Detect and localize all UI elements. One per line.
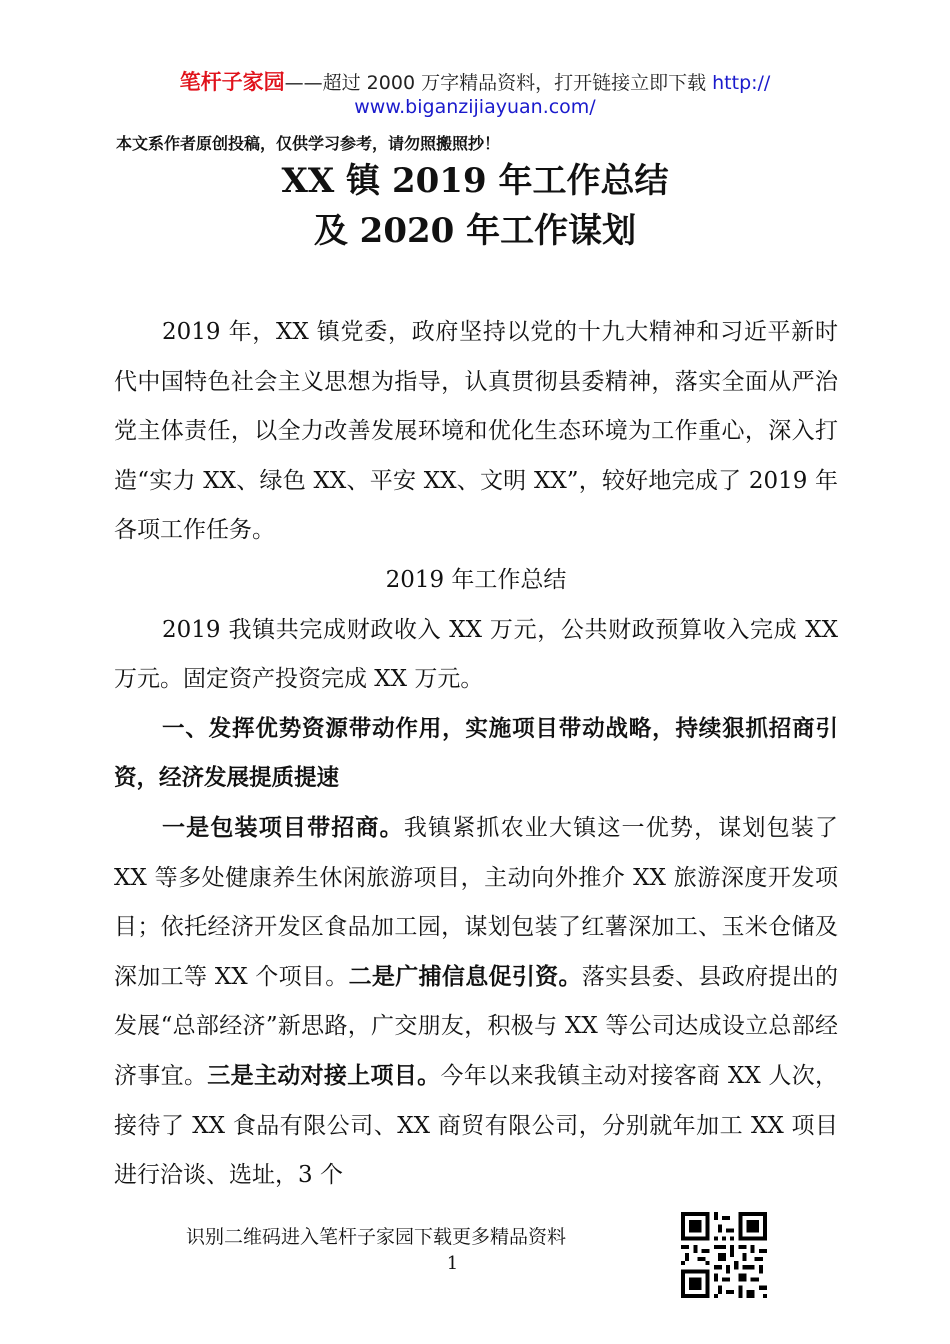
intro-paragraph: 2019 年，XX 镇党委，政府坚持以党的十九大精神和习近平新时代中国特色社会主义思想为指导，认真贯彻县委精神，落实全面从严治党主体责任，以全力改善发展环境和优化生态环境为工作重心，深入打造“实力 XX、绿色 XX、平安 XX、文明 XX”，较好地完成了 2019 年各项工作任务。 <box>114 319 838 544</box>
page-number: 1 <box>446 1253 459 1274</box>
summary-paragraph: 2019 我镇共完成财政收入 XX 万元，公共财政预算收入完成 XX 万元。固定资产投资完成 XX 万元。 <box>114 616 838 693</box>
download-link-url[interactable]: www.biganzijiayuan.com/ <box>354 96 596 118</box>
banner-text: ——超过 2000 万字精品资料，打开链接立即下载 <box>284 72 713 94</box>
site-banner <box>0 70 950 119</box>
section-heading: 一、发挥优势资源带动作用，实施项目带动战略，持续狠抓招商引资，经济发展提质提速 <box>114 715 838 792</box>
item3-lead: 三是主动对接上项目。 <box>207 1062 441 1089</box>
document-title-line2: 及 2020 年工作谋划 <box>313 211 637 251</box>
qr-code-icon[interactable] <box>681 1212 767 1298</box>
brand-name: 笔杆子家园 <box>179 70 285 94</box>
footer-caption: 识别二维码进入笔杆子家园下载更多精品资料 <box>186 1226 567 1248</box>
item3-text: 今年以来我镇主动对接客商 XX 人次，接待了 XX 食品有限公司、XX 商贸有限公司，分别就年加工 XX 项目进行洽谈、选址，3 个 <box>114 1062 839 1189</box>
item1-lead: 一是包装项目带招商。 <box>162 814 404 841</box>
download-link[interactable]: http:// <box>712 72 771 94</box>
item2-lead: 二是广捕信息促引资。 <box>348 963 582 990</box>
document-title-line1: XX 镇 2019 年工作总结 <box>281 161 669 201</box>
document-body <box>114 308 838 1201</box>
section-paragraph <box>114 804 838 1201</box>
summary-heading: 2019 年工作总结 <box>385 566 567 593</box>
item1-text: 我镇紧抓农业大镇这一优势，谋划包装了 XX 等多处健康养生休闲旅游项目，主动向外推介 XX 旅游深度开发项目；依托经济开发区食品加工园，谋划包装了红薯深加工、玉米仓储及深加工等 XX 个项目。 <box>114 814 839 990</box>
copyright-notice: 本文系作者原创投稿，仅供学习参考，请勿照搬照抄！ <box>116 134 501 153</box>
item2-text: 落实县委、县政府提出的发展“总部经济”新思路，广交朋友，积极与 XX 等公司达成设立总部经济事宜。 <box>114 963 839 1089</box>
